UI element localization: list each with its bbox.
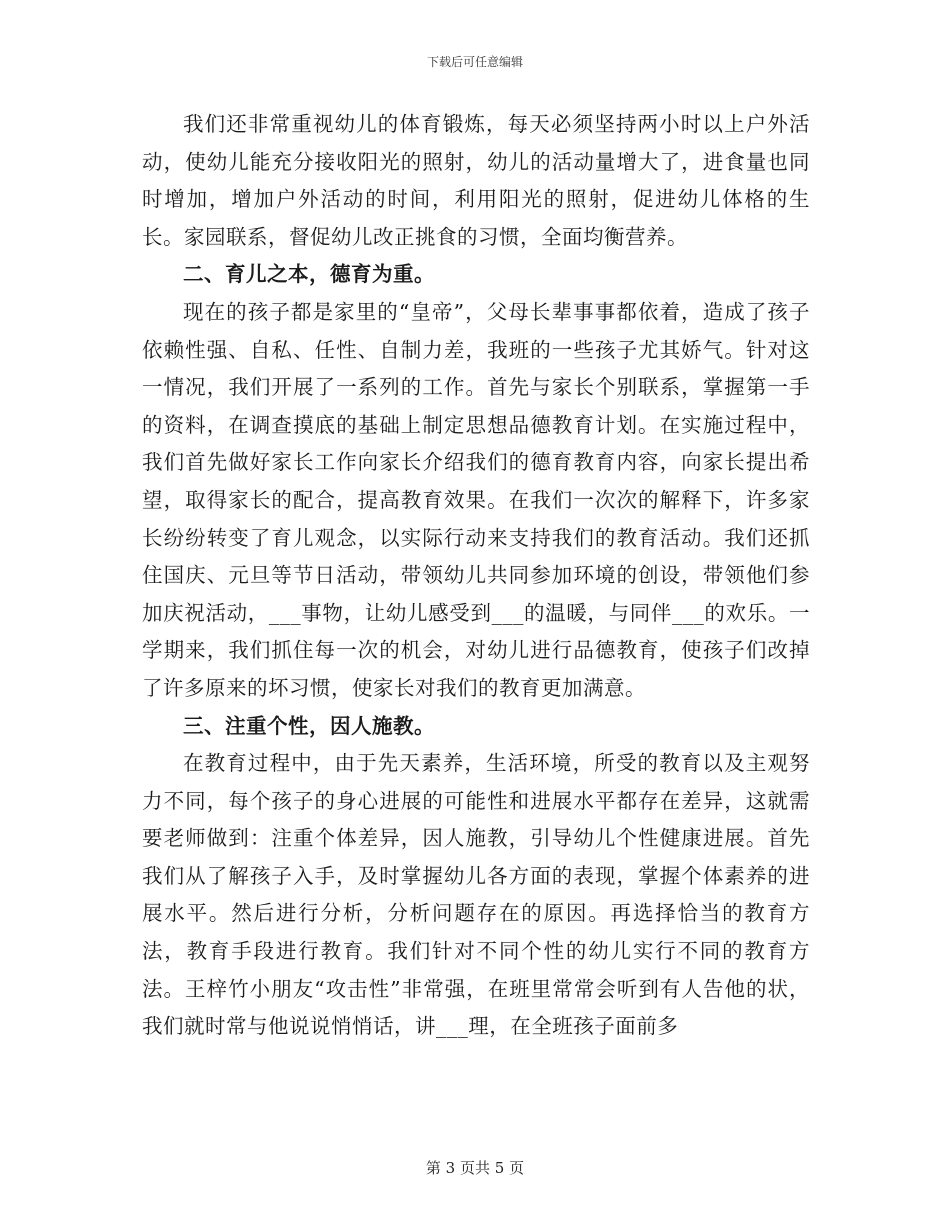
page-number: 第 3 页共 5 页	[425, 1159, 525, 1177]
paragraph-individuality: 在教育过程中，由于先天素养，生活环境，所受的教育以及主观努力不同，每个孩子的身心进展的可能性和进展水平都存在差异，这就需要老师做到：注重个体差异，因人施教，引导幼儿个性健康进展。首先我们从了解孩子入手，及时掌握幼儿各方面的表现，掌握个体素养的进展水平。然后进行分析，分析问题存在的原因。再选择恰当的教育方法，教育手段进行教育。我们针对不同个性的幼儿实行不同的教育方法。王梓竹小朋友“攻击性”非常强，在班里常常会听到有人告他的状，我们就时常与他说说悄悄话，讲___理，在全班孩子面前多	[142, 751, 810, 1039]
section-heading-individuality: 三、注重个性，因人施教。	[183, 713, 435, 738]
paragraph-moral-education: 现在的孩子都是家里的“皇帝”，父母长辈事事都依着，造成了孩子依赖性强、自私、任性、自制力差，我班的一些孩子尤其娇气。针对这一情况，我们开展了一系列的工作。首先与家长个别联系，掌握第一手的资料，在调查摸底的基础上制定思想品德教育计划。在实施过程中，我们首先做好家长工作向家长介绍我们的德育教育内容，向家长提出希望，取得家长的配合，提高教育效果。在我们一次次的解释下，许多家长纷纷转变了育儿观念，以实际行动来支持我们的教育活动。我们还抓住国庆、元旦等节日活动，带领幼儿共同参加环境的创设，带领他们参加庆祝活动，___事物，让幼儿感受到___的温暖，与同伴___的欢乐。一学期来，我们抓住每一次的机会，对幼儿进行品德教育，使孩子们改掉了许多原来的坏习惯，使家长对我们的教育更加满意。	[142, 299, 810, 700]
document-body	[142, 106, 810, 1046]
paragraph-physical-exercise: 我们还非常重视幼儿的体育锻炼，每天必须坚持两小时以上户外活动，使幼儿能充分接收阳光的照射，幼儿的活动量增大了，进食量也同时增加，增加户外活动的时间，利用阳光的照射，促进幼儿体格的生长。家园联系，督促幼儿改正挑食的习惯，全面均衡营养。	[142, 112, 810, 249]
section-heading-moral-education: 二、育儿之本，德育为重。	[183, 262, 435, 287]
page-header: 下载后可任意编辑	[426, 55, 523, 69]
